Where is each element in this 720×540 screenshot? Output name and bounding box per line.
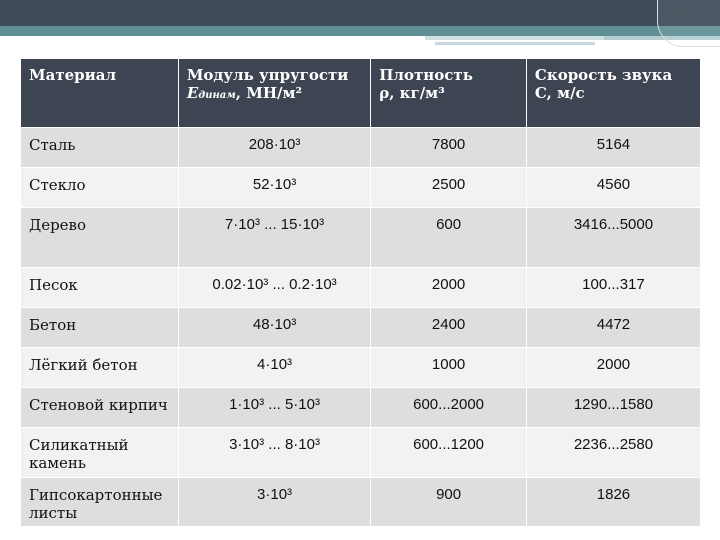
cell-density: 7800 [371, 128, 527, 168]
cell-modulus: 3·10³ [178, 478, 370, 527]
materials-table [20, 58, 701, 527]
cell-density: 2400 [371, 308, 527, 348]
cell-modulus: 1·10³ ... 5·10³ [178, 388, 370, 428]
cell-sound-speed: 2000 [526, 348, 700, 388]
accent-bar [0, 26, 720, 36]
cell-material: Песок [21, 268, 179, 308]
cell-material: Дерево [21, 208, 179, 268]
cell-density: 600 [371, 208, 527, 268]
table-row [21, 208, 701, 268]
cell-density: 2000 [371, 268, 527, 308]
cell-density: 600...1200 [371, 428, 527, 478]
page-number: 59 [675, 8, 692, 23]
cell-material: Силикатный камень [21, 428, 179, 478]
cell-modulus: 208·10³ [178, 128, 370, 168]
cell-material: Сталь [21, 128, 179, 168]
table-row [21, 308, 701, 348]
table-header-row [21, 59, 701, 128]
cell-material: Гипсокартонные листы [21, 478, 179, 527]
table-row [21, 268, 701, 308]
table-row [21, 348, 701, 388]
cell-sound-speed: 5164 [526, 128, 700, 168]
header-modulus: Модуль упругости Eдинам, МН/м² [178, 59, 370, 128]
accent-line [435, 42, 595, 45]
cell-material: Бетон [21, 308, 179, 348]
cell-material: Лёгкий бетон [21, 348, 179, 388]
cell-material: Стекло [21, 168, 179, 208]
cell-modulus: 3·10³ ... 8·10³ [178, 428, 370, 478]
cell-density: 2500 [371, 168, 527, 208]
cell-material: Стеновой кирпич [21, 388, 179, 428]
cell-density: 900 [371, 478, 527, 527]
cell-sound-speed: 4472 [526, 308, 700, 348]
cell-sound-speed: 100...317 [526, 268, 700, 308]
header-sound-speed: Скорость звука C, м/с [526, 59, 700, 128]
cell-modulus: 0.02·10³ ... 0.2·10³ [178, 268, 370, 308]
header-material: Материал [21, 59, 179, 128]
cell-modulus: 52·10³ [178, 168, 370, 208]
table-row [21, 168, 701, 208]
table-row [21, 128, 701, 168]
table-row [21, 478, 701, 527]
cell-sound-speed: 1826 [526, 478, 700, 527]
cell-modulus: 48·10³ [178, 308, 370, 348]
cell-sound-speed: 3416...5000 [526, 208, 700, 268]
cell-sound-speed: 4560 [526, 168, 700, 208]
cell-sound-speed: 2236...2580 [526, 428, 700, 478]
header-density: Плотность ρ, кг/м³ [371, 59, 527, 128]
top-bar [0, 0, 720, 26]
cell-modulus: 4·10³ [178, 348, 370, 388]
cell-sound-speed: 1290...1580 [526, 388, 700, 428]
cell-density: 1000 [371, 348, 527, 388]
cell-modulus: 7·10³ ... 15·10³ [178, 208, 370, 268]
table-row [21, 388, 701, 428]
cell-density: 600...2000 [371, 388, 527, 428]
table-row [21, 428, 701, 478]
